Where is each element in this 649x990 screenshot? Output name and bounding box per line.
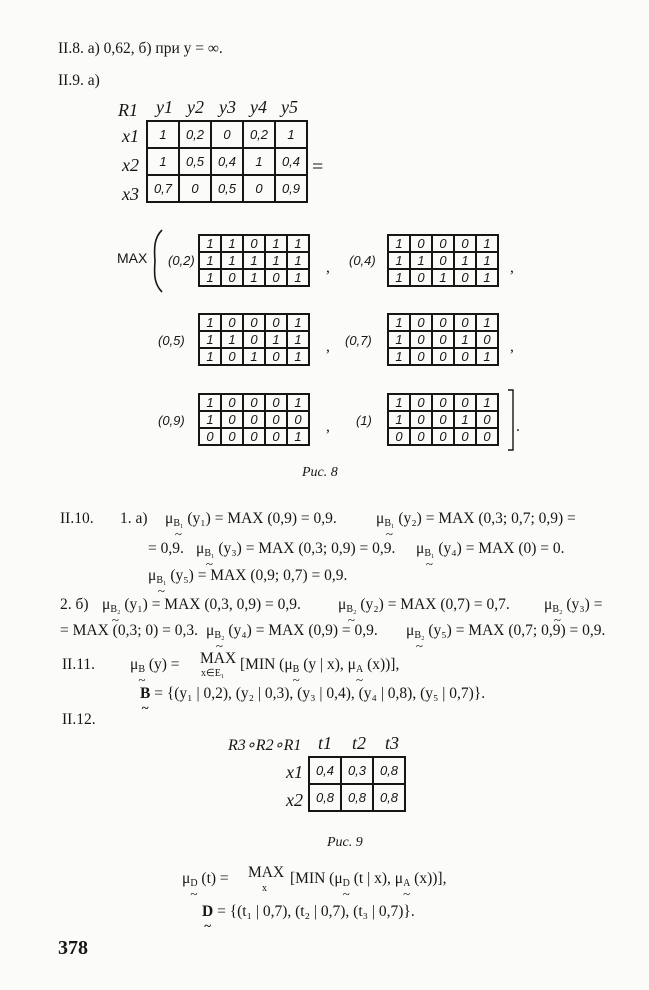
cell: 1 xyxy=(287,235,309,252)
r2-cell: 0,3 xyxy=(341,757,373,784)
set-b: B ~ xyxy=(138,664,145,675)
cell: 0 xyxy=(265,348,287,365)
cell: 1 xyxy=(199,269,221,286)
cell: 1 xyxy=(287,269,309,286)
cell: 0 xyxy=(410,411,432,428)
eq-text: (y₅) = MAX (0,7; 0,9) = 0,9. xyxy=(428,622,606,639)
formula-text: (t) = xyxy=(201,870,229,887)
cell: 0 xyxy=(432,348,454,365)
ii10-eq3 xyxy=(196,540,395,558)
mu-symbol: μ xyxy=(196,540,205,557)
figure-9-caption: Рис. 9 xyxy=(327,835,363,850)
ii10-f4 xyxy=(206,622,378,640)
cell: 1 xyxy=(243,348,265,365)
right-bracket xyxy=(506,388,516,452)
cell: 1 xyxy=(388,269,410,286)
set-d: D ~ xyxy=(190,878,197,889)
eq-text: (y₄) = MAX (0) = 0. xyxy=(438,540,565,557)
cell: 1 xyxy=(199,235,221,252)
separator: , xyxy=(326,338,330,355)
set-b: B ~ xyxy=(293,664,300,675)
cell: 1 xyxy=(265,235,287,252)
cell: 1 xyxy=(199,411,221,428)
set-b1: B₁ ~ xyxy=(204,548,214,559)
cell: 1 xyxy=(287,331,309,348)
r1-cell: 0,4 xyxy=(275,148,307,175)
weight-label: (0,9) xyxy=(158,413,185,428)
cell: 1 xyxy=(199,314,221,331)
set-b2: B₂ ~ xyxy=(214,630,224,641)
separator: , xyxy=(326,259,330,276)
eq-text: (y₁) = MAX (0,9) = 0,9. xyxy=(187,510,337,527)
cell: 0 xyxy=(265,428,287,445)
cell: 1 xyxy=(243,252,265,269)
cell: 0 xyxy=(221,314,243,331)
mu-symbol: μ xyxy=(406,622,415,639)
cell: 1 xyxy=(476,394,498,411)
ii10-cont2: = MAX (0,3; 0) = 0,3. xyxy=(60,622,199,639)
formula-text: (t | x), xyxy=(353,870,391,887)
r2-col-3: t3 xyxy=(385,733,400,753)
eq-text: (y₂) = MAX (0,3; 0,7; 0,9) = xyxy=(398,510,576,527)
cell: 0 xyxy=(476,428,498,445)
small-grid xyxy=(387,313,499,366)
mu-symbol: μ xyxy=(338,596,347,613)
figure-8-caption: Рис. 8 xyxy=(302,465,338,480)
separator: , xyxy=(326,418,330,435)
mu-symbol: μ xyxy=(376,510,385,527)
cell: 1 xyxy=(199,252,221,269)
ii12-number: II.12. xyxy=(62,711,96,728)
ii10-part2: 2. б) xyxy=(60,596,89,613)
cell: 0 xyxy=(454,428,476,445)
ii10-number: II.10. xyxy=(60,510,94,527)
cell: 0 xyxy=(243,331,265,348)
cell: 1 xyxy=(454,252,476,269)
r1-col-1: y1 xyxy=(156,97,173,117)
r1-cell: 0,2 xyxy=(243,121,275,148)
cell: 1 xyxy=(388,411,410,428)
cell: 0 xyxy=(265,411,287,428)
small-grid xyxy=(198,313,310,366)
cell: 1 xyxy=(287,314,309,331)
ii10-f3a xyxy=(544,596,602,614)
cell: 0 xyxy=(243,314,265,331)
r1-cell: 0 xyxy=(211,121,243,148)
cell: 1 xyxy=(476,252,498,269)
mu-symbol: μ xyxy=(182,870,191,887)
cell: 1 xyxy=(454,411,476,428)
d-min xyxy=(290,870,446,888)
cell: 0 xyxy=(410,331,432,348)
cell: 0 xyxy=(243,428,265,445)
formula-text: [MIN ( xyxy=(290,870,335,887)
cell: 0 xyxy=(410,348,432,365)
set-b2: B₂ ~ xyxy=(346,604,356,615)
set-a: A ~ xyxy=(403,878,410,889)
set-b1: B₁ ~ xyxy=(173,518,183,529)
r2-col-1: t1 xyxy=(318,733,333,753)
r2-cell: 0,4 xyxy=(309,757,341,784)
cell: 1 xyxy=(287,348,309,365)
r1-cell: 0 xyxy=(179,175,211,202)
r1-cell: 0,5 xyxy=(179,148,211,175)
r2-row-2: x2 xyxy=(286,790,303,810)
cell: 1 xyxy=(388,314,410,331)
cell: 1 xyxy=(199,394,221,411)
table-row xyxy=(147,148,307,175)
eq-text: (y₃) = xyxy=(566,596,603,613)
max-subscript: x xyxy=(262,883,267,894)
table-row xyxy=(309,757,405,784)
set-b1: B₁ ~ xyxy=(424,548,434,559)
weight-label: (0,5) xyxy=(158,333,185,348)
cell: 1 xyxy=(388,235,410,252)
max-operator: MAX xyxy=(248,864,285,881)
cell: 0 xyxy=(410,428,432,445)
max-label: MAX xyxy=(117,250,148,266)
cell: 1 xyxy=(199,331,221,348)
cell: 0 xyxy=(221,348,243,365)
ii11-formula xyxy=(130,656,180,674)
mu-symbol: μ xyxy=(394,870,404,887)
ii10-f2 xyxy=(338,596,510,614)
set-a: A ~ xyxy=(356,664,363,675)
table-row xyxy=(309,784,405,811)
ii10-eq4 xyxy=(416,540,565,558)
cell: 1 xyxy=(287,428,309,445)
r1-cell: 0,4 xyxy=(211,148,243,175)
cell: 0 xyxy=(454,235,476,252)
r1-grid xyxy=(146,120,308,203)
eq-text: (y₃) = MAX (0,3; 0,9) = 0,9. xyxy=(218,540,396,557)
ii11-min xyxy=(240,656,399,674)
r1-col-4: y4 xyxy=(250,97,267,117)
set-d: D ~ xyxy=(202,903,213,921)
formula-text: [MIN ( xyxy=(240,656,285,673)
cell: 0 xyxy=(432,252,454,269)
formula-text: (y) = xyxy=(148,656,180,673)
max-subscript: x∈E₁ xyxy=(201,668,225,679)
r1-col-3: y3 xyxy=(219,97,236,117)
cell: 1 xyxy=(221,331,243,348)
set-b1: B₁ ~ xyxy=(156,575,166,586)
cell: 0 xyxy=(243,235,265,252)
cell: 0 xyxy=(243,394,265,411)
r1-corner: R1 xyxy=(118,100,138,120)
small-grid xyxy=(387,393,499,446)
cell: 1 xyxy=(476,269,498,286)
r1-cell: 1 xyxy=(147,121,179,148)
cell: 0 xyxy=(410,314,432,331)
line-ii9: II.9. а) xyxy=(58,72,100,89)
cell: 0 xyxy=(410,269,432,286)
cell: 0 xyxy=(454,394,476,411)
small-grid xyxy=(198,393,310,446)
mu-symbol: μ xyxy=(148,567,157,584)
mu-symbol: μ xyxy=(130,656,139,673)
r2-corner: R3∘R2∘R1 xyxy=(228,737,302,754)
table-row xyxy=(147,121,307,148)
formula-text: (x))], xyxy=(414,870,447,887)
ii10-f1 xyxy=(102,596,301,614)
cell: 1 xyxy=(243,269,265,286)
ii11-number: II.11. xyxy=(62,656,95,673)
cell: 0 xyxy=(432,331,454,348)
cell: 0 xyxy=(410,394,432,411)
cell: 0 xyxy=(221,394,243,411)
d-set xyxy=(202,903,415,921)
eq-text: (y₄) = MAX (0,9) = 0,9. xyxy=(228,622,378,639)
cell: 0 xyxy=(432,428,454,445)
cell: 0 xyxy=(265,314,287,331)
cell: 0 xyxy=(199,428,221,445)
r1-col-2: y2 xyxy=(187,97,204,117)
eq-text: (y₅) = MAX (0,9; 0,7) = 0,9. xyxy=(170,567,348,584)
mu-symbol: μ xyxy=(347,656,356,673)
r2-cell: 0,8 xyxy=(341,784,373,811)
formula-text: (x))], xyxy=(367,656,400,673)
set-b2: B₂ ~ xyxy=(110,604,120,615)
weight-label: (0,2) xyxy=(168,253,195,268)
mu-symbol: μ xyxy=(334,870,343,887)
cell: 0 xyxy=(432,235,454,252)
r1-col-5: y5 xyxy=(281,97,298,117)
cell: 0 xyxy=(221,411,243,428)
set-text: = {(t₁ | 0,7), (t₂ | 0,7), (t₃ | 0,7)}. xyxy=(217,903,415,920)
r1-row-3: x3 xyxy=(122,184,139,204)
cell: 0 xyxy=(221,428,243,445)
weight-label: (1) xyxy=(356,413,372,428)
weight-label: (0,4) xyxy=(349,253,376,268)
ii10-eq5 xyxy=(148,567,347,585)
separator: . xyxy=(516,418,520,435)
cell: 0 xyxy=(287,411,309,428)
mu-symbol: μ xyxy=(102,596,111,613)
set-b2: B₂ ~ xyxy=(552,604,562,615)
eq-text: (y₂) = MAX (0,7) = 0,7. xyxy=(360,596,510,613)
r2-cell: 0,8 xyxy=(373,757,405,784)
table-row xyxy=(147,175,307,202)
cell: 0 xyxy=(388,428,410,445)
cell: 0 xyxy=(432,314,454,331)
cell: 1 xyxy=(265,252,287,269)
mu-symbol: μ xyxy=(416,540,425,557)
weight-label: (0,7) xyxy=(345,333,372,348)
ii11-set xyxy=(140,685,485,703)
cell: 0 xyxy=(432,394,454,411)
cell: 0 xyxy=(265,394,287,411)
cell: 1 xyxy=(432,269,454,286)
cell: 1 xyxy=(199,348,221,365)
small-grid xyxy=(387,234,499,287)
ii10-f5 xyxy=(406,622,605,640)
cell: 0 xyxy=(221,269,243,286)
cell: 0 xyxy=(410,235,432,252)
page-number: 378 xyxy=(58,937,88,959)
r1-row-2: x2 xyxy=(122,155,139,175)
ii10-cont: = 0,9. xyxy=(148,540,184,557)
cell: 0 xyxy=(265,269,287,286)
cell: 1 xyxy=(388,331,410,348)
cell: 0 xyxy=(432,411,454,428)
cell: 1 xyxy=(287,252,309,269)
r2-grid xyxy=(308,756,406,812)
set-b2: B₂ ~ xyxy=(414,630,424,641)
separator: , xyxy=(510,259,514,276)
cell: 1 xyxy=(287,394,309,411)
separator: , xyxy=(510,338,514,355)
cell: 0 xyxy=(476,331,498,348)
left-bracket xyxy=(150,228,164,294)
formula-text: (y | x), xyxy=(303,656,344,673)
cell: 1 xyxy=(221,235,243,252)
set-b1: B₁ ~ xyxy=(384,518,394,529)
mu-symbol: μ xyxy=(284,656,293,673)
cell: 1 xyxy=(476,235,498,252)
cell: 0 xyxy=(243,411,265,428)
max-operator: MAX xyxy=(200,650,237,667)
equals-sign: = xyxy=(312,156,324,178)
ii10-eq1 xyxy=(165,510,337,528)
r1-cell: 0,9 xyxy=(275,175,307,202)
cell: 0 xyxy=(454,348,476,365)
r1-cell: 0 xyxy=(243,175,275,202)
cell: 1 xyxy=(388,252,410,269)
set-d: D ~ xyxy=(343,878,350,889)
ii10-part1: 1. а) xyxy=(120,510,148,527)
cell: 1 xyxy=(410,252,432,269)
cell: 0 xyxy=(454,269,476,286)
cell: 1 xyxy=(476,314,498,331)
cell: 1 xyxy=(388,394,410,411)
r2-cell: 0,8 xyxy=(373,784,405,811)
eq-text: (y₁) = MAX (0,3, 0,9) = 0,9. xyxy=(124,596,301,613)
set-text: = {(y₁ | 0,2), (y₂ | 0,3), (y₃ | 0,4), (y₄ | 0,8), (y₅ | 0,7)}. xyxy=(154,685,486,702)
cell: 1 xyxy=(454,331,476,348)
r1-cell: 0,7 xyxy=(147,175,179,202)
cell: 0 xyxy=(476,411,498,428)
r1-cell: 1 xyxy=(147,148,179,175)
r1-cell: 1 xyxy=(275,121,307,148)
r2-cell: 0,8 xyxy=(309,784,341,811)
d-formula xyxy=(182,870,229,888)
r1-cell: 1 xyxy=(243,148,275,175)
r2-row-1: x1 xyxy=(286,762,303,782)
cell: 1 xyxy=(221,252,243,269)
set-b: B ~ xyxy=(140,685,150,703)
mu-symbol: μ xyxy=(544,596,553,613)
mu-symbol: μ xyxy=(165,510,174,527)
r1-cell: 0,5 xyxy=(211,175,243,202)
r1-cell: 0,2 xyxy=(179,121,211,148)
r2-col-2: t2 xyxy=(352,733,367,753)
mu-symbol: μ xyxy=(206,622,215,639)
cell: 0 xyxy=(454,314,476,331)
cell: 1 xyxy=(476,348,498,365)
small-grid xyxy=(198,234,310,287)
ii10-eq2 xyxy=(376,510,576,528)
line-ii8: II.8. а) 0,62, б) при y = ∞. xyxy=(58,40,223,57)
cell: 1 xyxy=(265,331,287,348)
cell: 1 xyxy=(388,348,410,365)
r1-row-1: x1 xyxy=(122,126,139,146)
